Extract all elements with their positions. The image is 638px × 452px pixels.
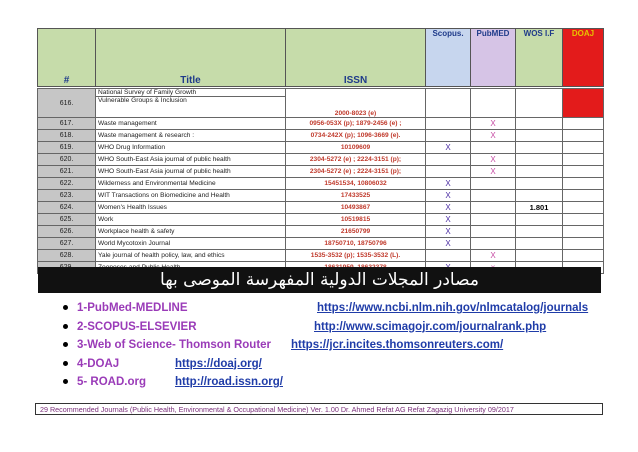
list-item: [63, 373, 623, 392]
row-issn: 1535-3532 (p); 1535-3532 (L).: [286, 250, 426, 262]
row-doaj-cell: [563, 89, 604, 118]
table-row: [38, 250, 604, 262]
list-item: [63, 355, 623, 374]
row-title: WIT Transactions on Biomedicine and Health: [96, 190, 286, 202]
row-number: 624.: [38, 202, 96, 214]
row-wos-value: [516, 89, 563, 118]
row-wos-value: [516, 130, 563, 142]
row-doaj-cell: [563, 130, 604, 142]
row-number: 627.: [38, 238, 96, 250]
list-item: [63, 336, 623, 355]
row-scopus-mark: X: [426, 142, 471, 154]
row-issn: 2304-5272 (e) ; 2224-3151 (p);: [286, 154, 426, 166]
header-scopus: Scopus.: [426, 29, 471, 87]
row-title-line: Vulnerable Groups & Inclusion: [98, 97, 187, 104]
row-pubmed-mark: X: [471, 250, 516, 262]
source-name: 1-PubMed-MEDLINE: [77, 302, 188, 314]
row-title: Waste management & research :: [96, 130, 286, 142]
row-doaj-cell: [563, 238, 604, 250]
list-item: [63, 318, 623, 337]
row-number: 616.: [38, 89, 96, 118]
row-issn: 0956-053X (p); 1879-2456 (e) ;: [286, 118, 426, 130]
row-scopus-mark: X: [426, 202, 471, 214]
table-row: [38, 118, 604, 130]
row-issn: 10109609: [286, 142, 426, 154]
journal-table-header: [37, 28, 604, 87]
table-row: [38, 202, 604, 214]
table-row: [38, 89, 604, 118]
source-name: 2-SCOPUS-ELSEVIER: [77, 320, 197, 333]
row-pubmed-mark: [471, 238, 516, 250]
row-scopus-mark: X: [426, 178, 471, 190]
row-doaj-cell: [563, 202, 604, 214]
table-row: [38, 142, 604, 154]
row-wos-value: [516, 142, 563, 154]
row-title: Waste management: [96, 118, 286, 130]
row-pubmed-mark: [471, 142, 516, 154]
bullet-icon: [63, 305, 68, 310]
row-doaj-cell: [563, 154, 604, 166]
row-issn: 15451534, 10806032: [286, 178, 426, 190]
row-title: WHO South-East Asia journal of public health: [96, 166, 286, 178]
row-number: 621.: [38, 166, 96, 178]
row-issn: 21650799: [286, 226, 426, 238]
bullet-icon: [63, 379, 68, 384]
row-issn: 0734-242X (p); 1096-3669 (e).: [286, 130, 426, 142]
row-wos-value: [516, 226, 563, 238]
table-row: [38, 166, 604, 178]
row-scopus-mark: [426, 250, 471, 262]
list-item: [63, 299, 623, 318]
row-number: 619.: [38, 142, 96, 154]
table-row: [38, 178, 604, 190]
row-title: WHO South-East Asia journal of public health: [96, 154, 286, 166]
row-title: Women's Health Issues: [96, 202, 286, 214]
row-title: WHO Drug Information: [96, 142, 286, 154]
row-pubmed-mark: X: [471, 118, 516, 130]
table-row: [38, 238, 604, 250]
table-row: [38, 190, 604, 202]
sources-banner: مصادر المجلات الدولية المفهرسة الموصى بها: [38, 267, 601, 293]
row-number: 626.: [38, 226, 96, 238]
row-title: Workplace health & safety: [96, 226, 286, 238]
row-pubmed-mark: [471, 190, 516, 202]
row-issn: 10519815: [286, 214, 426, 226]
row-scopus-mark: [426, 118, 471, 130]
row-issn: 10493867: [286, 202, 426, 214]
row-scopus-mark: [426, 89, 471, 118]
row-wos-value: [516, 214, 563, 226]
table-row: [38, 226, 604, 238]
row-scopus-mark: [426, 130, 471, 142]
row-pubmed-mark: X: [471, 130, 516, 142]
bullet-icon: [63, 361, 68, 366]
row-scopus-mark: X: [426, 226, 471, 238]
row-title: Wilderness and Environmental Medicine: [96, 178, 286, 190]
row-title-line: National Survey of Family Growth: [96, 89, 285, 97]
header-number: #: [38, 29, 96, 87]
row-doaj-cell: [563, 142, 604, 154]
row-issn: 17433525: [286, 190, 426, 202]
bullet-icon: [63, 342, 68, 347]
row-number: 625.: [38, 214, 96, 226]
row-wos-value: [516, 166, 563, 178]
row-number: 620.: [38, 154, 96, 166]
source-link[interactable]: https://doaj.org/: [175, 357, 262, 370]
row-doaj-cell: [563, 214, 604, 226]
row-number: 623.: [38, 190, 96, 202]
row-wos-value: [516, 238, 563, 250]
row-wos-value: [516, 154, 563, 166]
source-link[interactable]: https://jcr.incites.thomsonreuters.com/: [291, 339, 504, 351]
sources-list: [63, 299, 623, 392]
row-wos-value: [516, 190, 563, 202]
header-issn: ISSN: [286, 29, 426, 87]
row-pubmed-mark: X: [471, 166, 516, 178]
row-number: 622.: [38, 178, 96, 190]
row-doaj-cell: [563, 226, 604, 238]
row-number: 618.: [38, 130, 96, 142]
row-title: [96, 89, 286, 118]
row-scopus-mark: [426, 166, 471, 178]
table-row: [38, 130, 604, 142]
row-title: Yale journal of health policy, law, and ethics: [96, 250, 286, 262]
source-link[interactable]: http://www.scimagojr.com/journalrank.php: [314, 320, 547, 333]
journal-table: [37, 88, 604, 274]
table-row: [38, 214, 604, 226]
row-title: World Mycotoxin Journal: [96, 238, 286, 250]
row-wos-value: [516, 118, 563, 130]
bullet-icon: [63, 324, 68, 329]
row-doaj-cell: [563, 250, 604, 262]
row-issn: 18750710, 18750796: [286, 238, 426, 250]
table-row: [38, 154, 604, 166]
row-issn: 2304-5272 (e) ; 2224-3151 (p);: [286, 166, 426, 178]
header-pubmed: PubMED: [471, 29, 516, 87]
source-link[interactable]: https://www.ncbi.nlm.nih.gov/nlmcatalog/journals: [317, 302, 589, 314]
row-number: 617.: [38, 118, 96, 130]
page-footer: 29 Recommended Journals (Public Health, Environmental & Occupational Medicine) Ver. 1.00 Dr. Ahmed Refat AG Refat Zagazig University 09/2017: [35, 403, 603, 415]
row-pubmed-mark: [471, 202, 516, 214]
header-doaj: DOAJ: [563, 29, 604, 87]
row-pubmed-mark: [471, 226, 516, 238]
header-wos: WOS I.F: [516, 29, 563, 87]
row-pubmed-mark: [471, 214, 516, 226]
source-name: 4-DOAJ: [77, 357, 120, 370]
row-doaj-cell: [563, 178, 604, 190]
row-doaj-cell: [563, 118, 604, 130]
row-scopus-mark: X: [426, 214, 471, 226]
row-wos-value: 1.801: [516, 202, 563, 214]
row-scopus-mark: [426, 154, 471, 166]
source-link[interactable]: http://road.issn.org/: [175, 376, 283, 388]
row-pubmed-mark: [471, 89, 516, 118]
source-name: 3-Web of Science- Thomson Router: [77, 339, 272, 351]
row-number: 628.: [38, 250, 96, 262]
row-issn: 2000-8023 (e): [286, 89, 426, 118]
source-name: 5- ROAD.org: [77, 376, 146, 388]
row-scopus-mark: X: [426, 238, 471, 250]
row-pubmed-mark: X: [471, 154, 516, 166]
row-title: Work: [96, 214, 286, 226]
header-title: Title: [96, 29, 286, 87]
row-wos-value: [516, 178, 563, 190]
row-wos-value: [516, 250, 563, 262]
row-scopus-mark: X: [426, 190, 471, 202]
row-pubmed-mark: [471, 178, 516, 190]
row-doaj-cell: [563, 190, 604, 202]
row-doaj-cell: [563, 166, 604, 178]
